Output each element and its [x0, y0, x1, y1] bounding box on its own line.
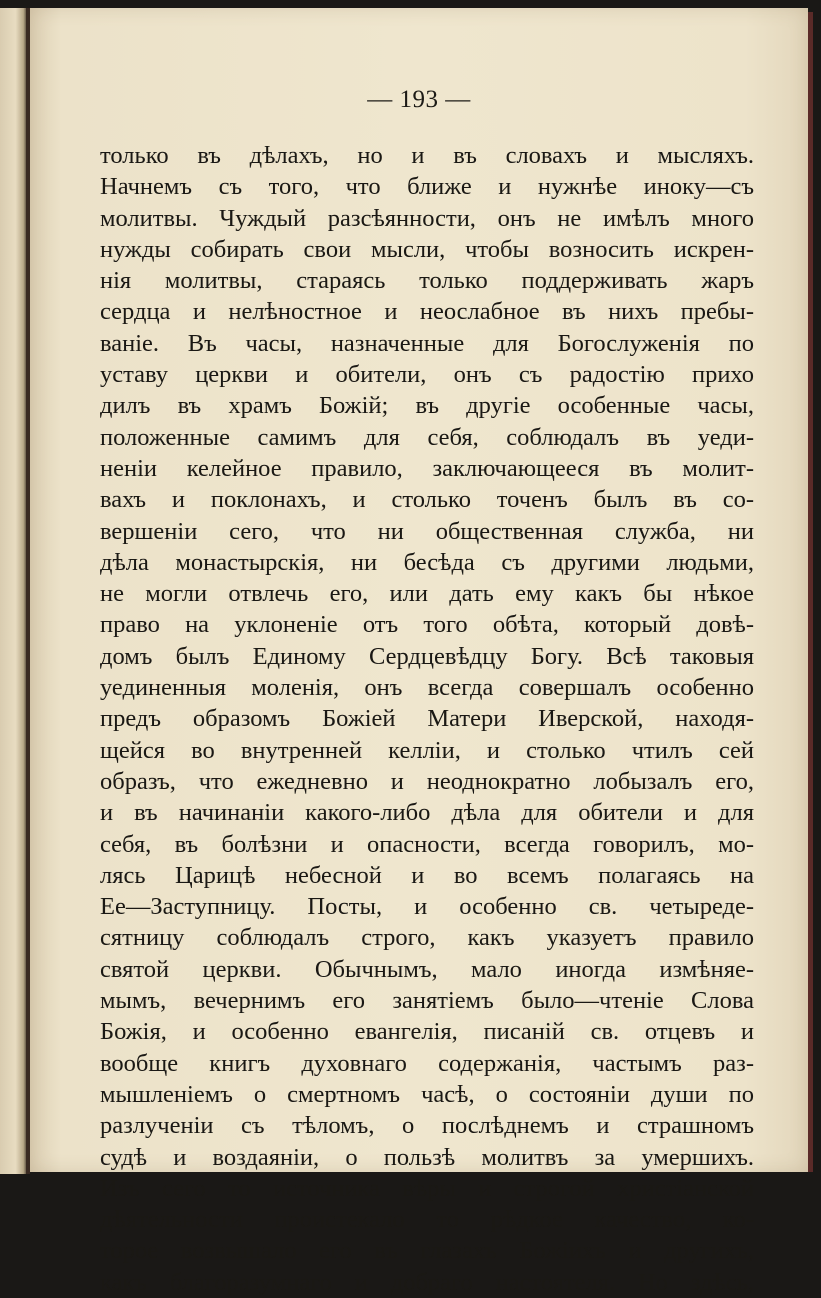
text-line: Изъ сего то источника вѣры и строгой христіанской	[100, 1174, 754, 1202]
text-line: неніи келейное правило, заключающееся въ молит-	[100, 454, 754, 482]
text-line: разлученіи съ тѣломъ, о послѣднемъ и страшномъ	[100, 1112, 754, 1140]
text-line: Ее—Заступницу. Посты, и особенно св. четыреде-	[100, 893, 754, 921]
previous-page-edge	[0, 8, 26, 1174]
text-line: образъ, что ежедневно и неоднократно лобызалъ его,	[100, 767, 754, 795]
text-line: вообще книгъ духовнаго содержанія, частымъ раз-	[100, 1049, 754, 1077]
text-line: уединенныя моленія, онъ всегда совершалъ особенно	[100, 674, 754, 702]
text-line: не могли отвлечь его, или дать ему какъ бы нѣкое	[100, 580, 754, 608]
page-number: — 193 —	[367, 86, 471, 113]
text-line: молитвы. Чуждый разсѣянности, онъ не имѣлъ много	[100, 204, 754, 232]
text-line: положенные самимъ для себя, соблюдалъ въ уеди-	[100, 423, 754, 451]
text-line: ваніе. Въ часы, назначенные для Богослуженія по	[100, 329, 754, 357]
book-page	[30, 8, 808, 1296]
page-text	[100, 140, 754, 1298]
text-line: Начнемъ съ того, что ближе и нужнѣе иноку—съ	[100, 173, 754, 201]
text-line: мымъ, вечернимъ его занятіемъ было—чтеніе Слова	[100, 987, 754, 1015]
page-binding-edge	[808, 12, 813, 1172]
text-line: вахъ и поклонахъ, и столько точенъ былъ въ со-	[100, 486, 754, 514]
text-line: право на уклоненіе отъ того обѣта, который довѣ-	[100, 611, 754, 639]
text-line: святой церкви. Обычнымъ, мало иногда измѣняе-	[100, 955, 754, 983]
text-line: уставу церкви и обители, онъ съ радостію прихо	[100, 361, 754, 389]
text-line: себя, въ болѣзни и опасности, всегда говорилъ, мо-	[100, 830, 754, 858]
text-line: судѣ и воздаяніи, о пользѣ молитвъ за умершихъ.	[100, 1143, 754, 1171]
text-line: какъ благоразумнаго и добраго настоятеля. Но здѣсь,	[100, 1268, 754, 1296]
text-line: сердца и нелѣностное и неослабное въ нихъ пребы-	[100, 298, 754, 326]
text-line: вершеніи сего, что ни общественная служба, ни	[100, 517, 754, 545]
text-line: дѣла монастырскія, ни бесѣда съ другими людьми,	[100, 548, 754, 576]
text-line: только въ дѣлахъ, но и въ словахъ и мысляхъ.	[100, 142, 754, 169]
text-line: торое возвышало его въ глазахъ Божіихъ и другихъ,	[100, 1237, 754, 1265]
text-line: домъ былъ Единому Сердцевѣдцу Богу. Всѣ таковыя	[100, 642, 754, 670]
text-line: сятницу соблюдалъ строго, какъ указуетъ правило	[100, 924, 754, 952]
text-line: предъ образомъ Божіей Матери Иверской, находя-	[100, 705, 754, 733]
text-line: мышленіемъ о смертномъ часѣ, о состояніи души по	[100, 1080, 754, 1108]
text-line: лясь Царицѣ небесной и во всемъ полагаясь на	[100, 861, 754, 889]
text-line: и въ начинаніи какого-либо дѣла для обители и для	[100, 799, 754, 827]
text-line: щейся во внутренней келліи, и столько чтилъ сей	[100, 736, 754, 764]
text-line: нужды собирать свои мысли, чтобы возносить искрен-	[100, 235, 754, 263]
text-line: дилъ въ храмъ Божій; въ другіе особенные часы,	[100, 392, 754, 420]
text-line: Божія, и особенно евангелія, писаній св. отцевъ и	[100, 1018, 754, 1046]
text-line: дѣятельности проистекало то рѣдкое качество, ко-	[100, 1206, 754, 1234]
text-line: нія молитвы, стараясь только поддерживать жаръ	[100, 267, 754, 295]
